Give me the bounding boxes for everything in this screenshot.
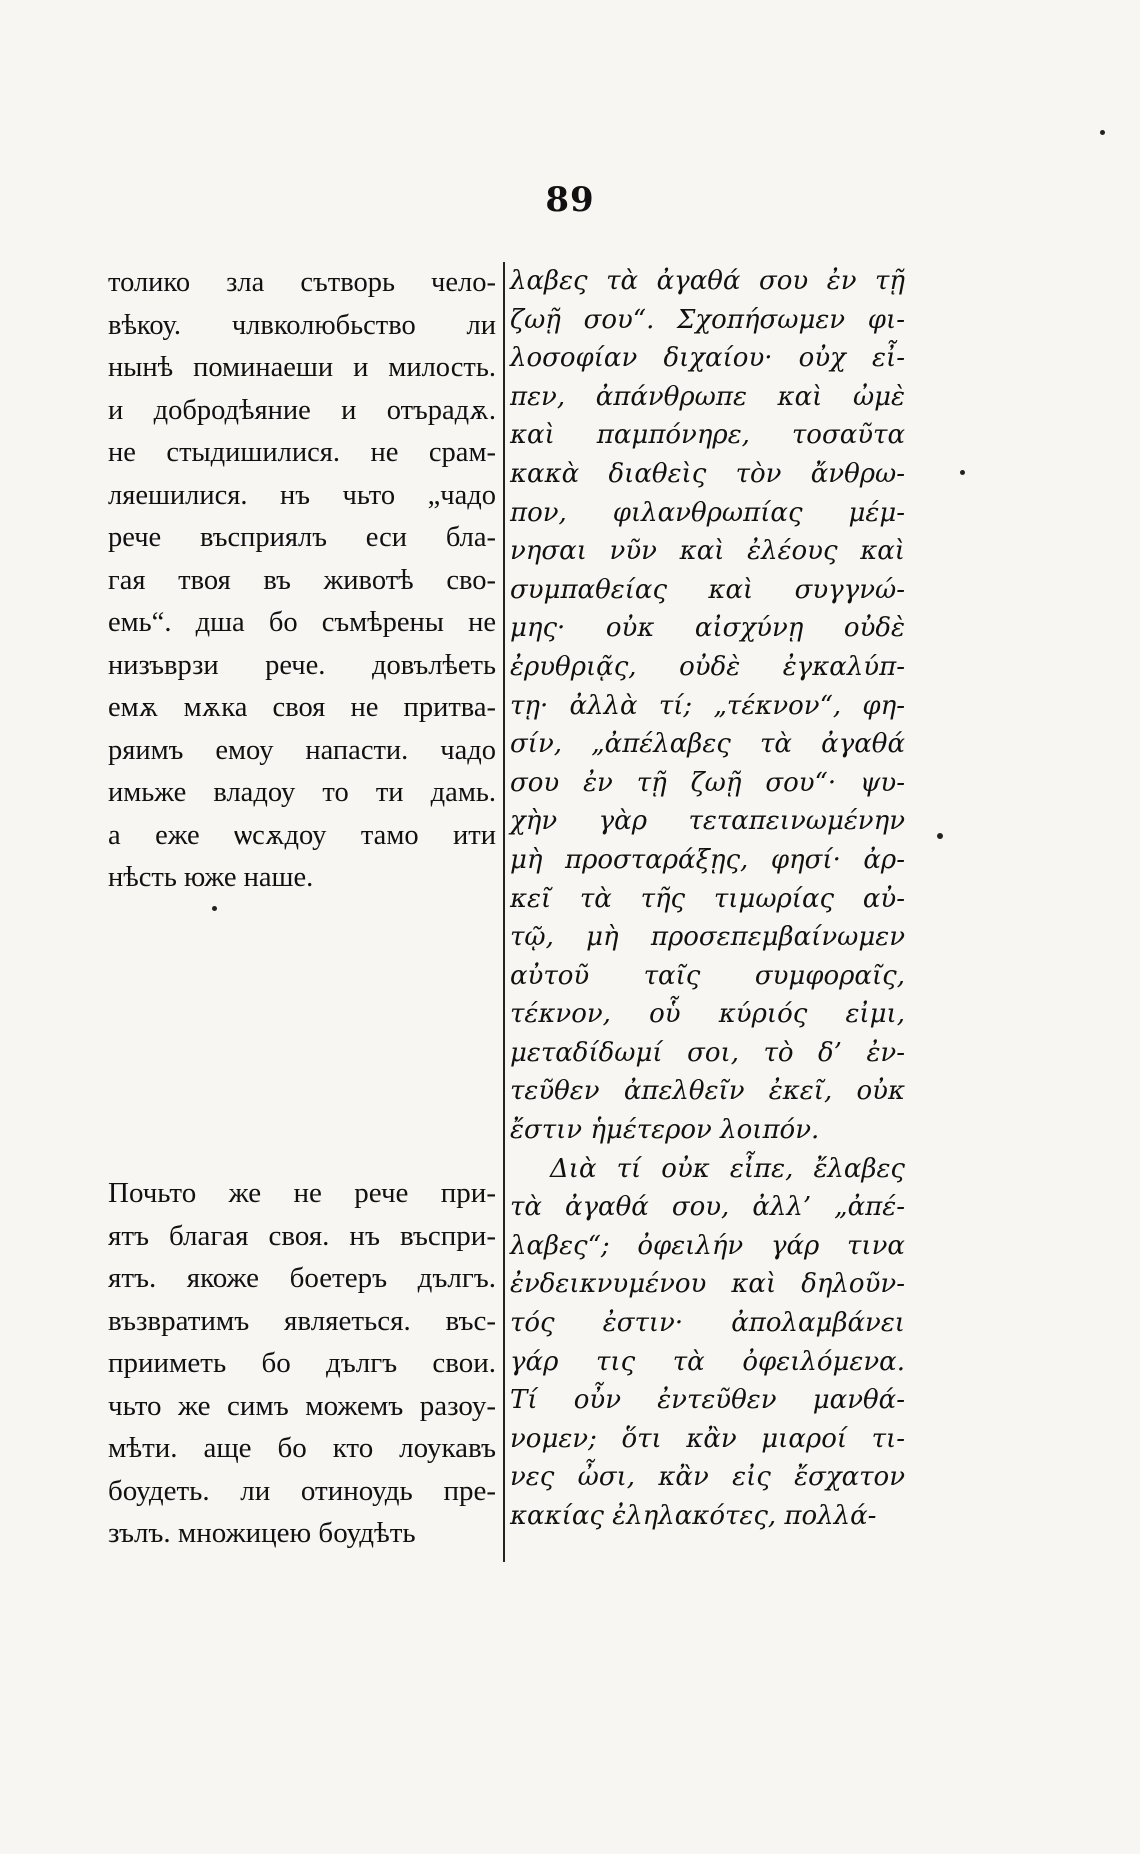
ink-speck [960,470,965,475]
text-line: имьже владоу то ти дамь. [108,777,496,808]
left-paragraph-1 [108,262,496,900]
text-line: ζωῇ σου“. Σχοπήσωμεν φι- [510,304,905,335]
text-line: σίν, „ἀπέλαβες τὰ ἀγαθά [510,729,905,760]
text-line: емѫ мѫка своя не притва- [108,692,496,723]
text-line: нѣсть юже наше. [108,862,314,893]
text-line: рече въсприялъ еси бла- [108,522,496,553]
text-line: νες ὦσι, κἂν εἰς ἔσχατον [510,1462,905,1493]
ink-speck [1100,130,1105,135]
text-line: μεταδίδωμί σοι, τὸ δ’ ἐν- [510,1037,905,1068]
text-line: нынѣ поминаеши и милость. [108,352,496,383]
text-line: λοσοφίαν διχαίου· οὐχ εἶ- [510,343,905,374]
text-line: κεῖ τὰ τῆς τιμωρίας αὐ- [510,883,905,914]
text-line: зълъ. множицею боудѣть [108,1517,416,1549]
text-line: σου ἐν τῇ ζωῇ σου“· ψυ- [510,767,905,798]
text-line: τὰ ἀγαθά σου, ἀλλ’ „ἀπέ- [510,1192,905,1223]
right-paragraph-1 [510,262,905,1150]
text-line: възвратимъ являеться. въс- [108,1304,496,1337]
text-line: ятъ благая своя. нъ въспри- [108,1219,496,1252]
text-line: γάρ τις τὰ ὀφειλόμενα. [510,1346,905,1377]
text-line: νομεν; ὅτι κἂν μιαροί τι- [510,1423,905,1454]
text-line: толико зла сътворь чело- [108,267,496,298]
text-line: ἔστιν ἡμέτερον λοιπόν. [510,1115,820,1146]
text-line: κακὰ διαθεὶς τὸν ἄνθρω- [510,458,905,489]
text-line: αὐτοῦ ταῖς συμφοραῖς, [510,960,905,991]
right-paragraph-2 [510,1150,905,1536]
text-line: низъврзи рече. довълѣеть [108,649,496,681]
text-line: κακίας ἐληλακότες, πολλά- [510,1501,877,1531]
text-line: вѣкоу. члвколюбьство ли [108,309,496,341]
text-line: боудеть. ли отиноудь пре- [108,1474,496,1507]
text-line: νησαι νῦν καὶ ἐλέους καὶ [510,536,905,567]
text-line: τῷ, μὴ προσεπεμβαίνωμεν [510,922,905,953]
text-line: καὶ παμπόνηρε, τοσαῦτα [510,420,905,451]
right-column-greek [510,262,905,1536]
text-line: а еже ѡсѫдоу тамо ити [108,819,496,851]
text-line: не стыдишилися. не срам- [108,437,496,468]
left-paragraph-2 [108,1172,496,1555]
text-line: χὴν γὰρ τεταπεινωμένην [510,806,905,837]
text-line: гая твоя въ животѣ сво- [108,564,496,596]
ink-speck [212,906,217,911]
text-line: μὴ προσταράξῃς, φησί· ἀρ- [510,844,905,875]
text-line: ряимъ емоу напасти. чадо [108,734,496,766]
text-line: Τί οὖν ἐντεῦθεν μανθά- [510,1385,905,1416]
page-number: 89 [545,180,595,220]
text-line: ятъ. якоже боетеръ дългъ. [108,1262,496,1294]
text-line: ἐρυθριᾷς, οὐδὲ ἐγκαλύπ- [510,651,905,682]
text-line: συμπαθείας καὶ συγγνώ- [510,574,905,605]
text-line: τέκνον, οὗ κύριός εἰμι, [510,999,905,1030]
text-line: λαβες“; ὀφειλήν γάρ τινα [510,1230,905,1261]
text-line: λαβες τὰ ἀγαθά σου ἐν τῇ [510,266,905,296]
text-line: мѣти. аще бо кто лоукавъ [108,1432,496,1464]
text-line: τός ἐστιν· ἀπολαμβάνει [510,1308,905,1339]
text-line: τῃ· ἀλλὰ τί; „τέκνον“, φη- [510,690,905,721]
text-line: πον, φιλανθρωπίας μέμ- [510,497,905,528]
text-line: μης· οὐκ αἰσχύνῃ οὐδὲ [510,613,905,644]
ink-speck [937,833,943,839]
text-line: и добродѣяние и отърадѫ. [108,394,496,426]
text-line: Почьто же не рече при- [108,1177,496,1209]
left-column-church-slavonic [108,262,496,1549]
text-line: πεν, ἀπάνθρωπε καὶ ὠμὲ [510,381,905,412]
text-line: ляешилися. нъ чьто „чадо [108,479,496,511]
text-line: ἐνδεικνυμένου καὶ δηλοῦν- [510,1269,905,1300]
text-line: прииметь бо дългъ свои. [108,1347,496,1379]
column-divider [503,262,505,1562]
text-line: τεῦθεν ἀπελθεῖν ἐκεῖ, οὐκ [510,1076,905,1107]
text-line: емь“. дша бо съмѣрены не [108,607,496,638]
text-line: Διὰ τί οὐκ εἶπε, ἔλαβες [550,1153,905,1184]
text-line: чьто же симъ можемъ разоу- [108,1389,496,1422]
